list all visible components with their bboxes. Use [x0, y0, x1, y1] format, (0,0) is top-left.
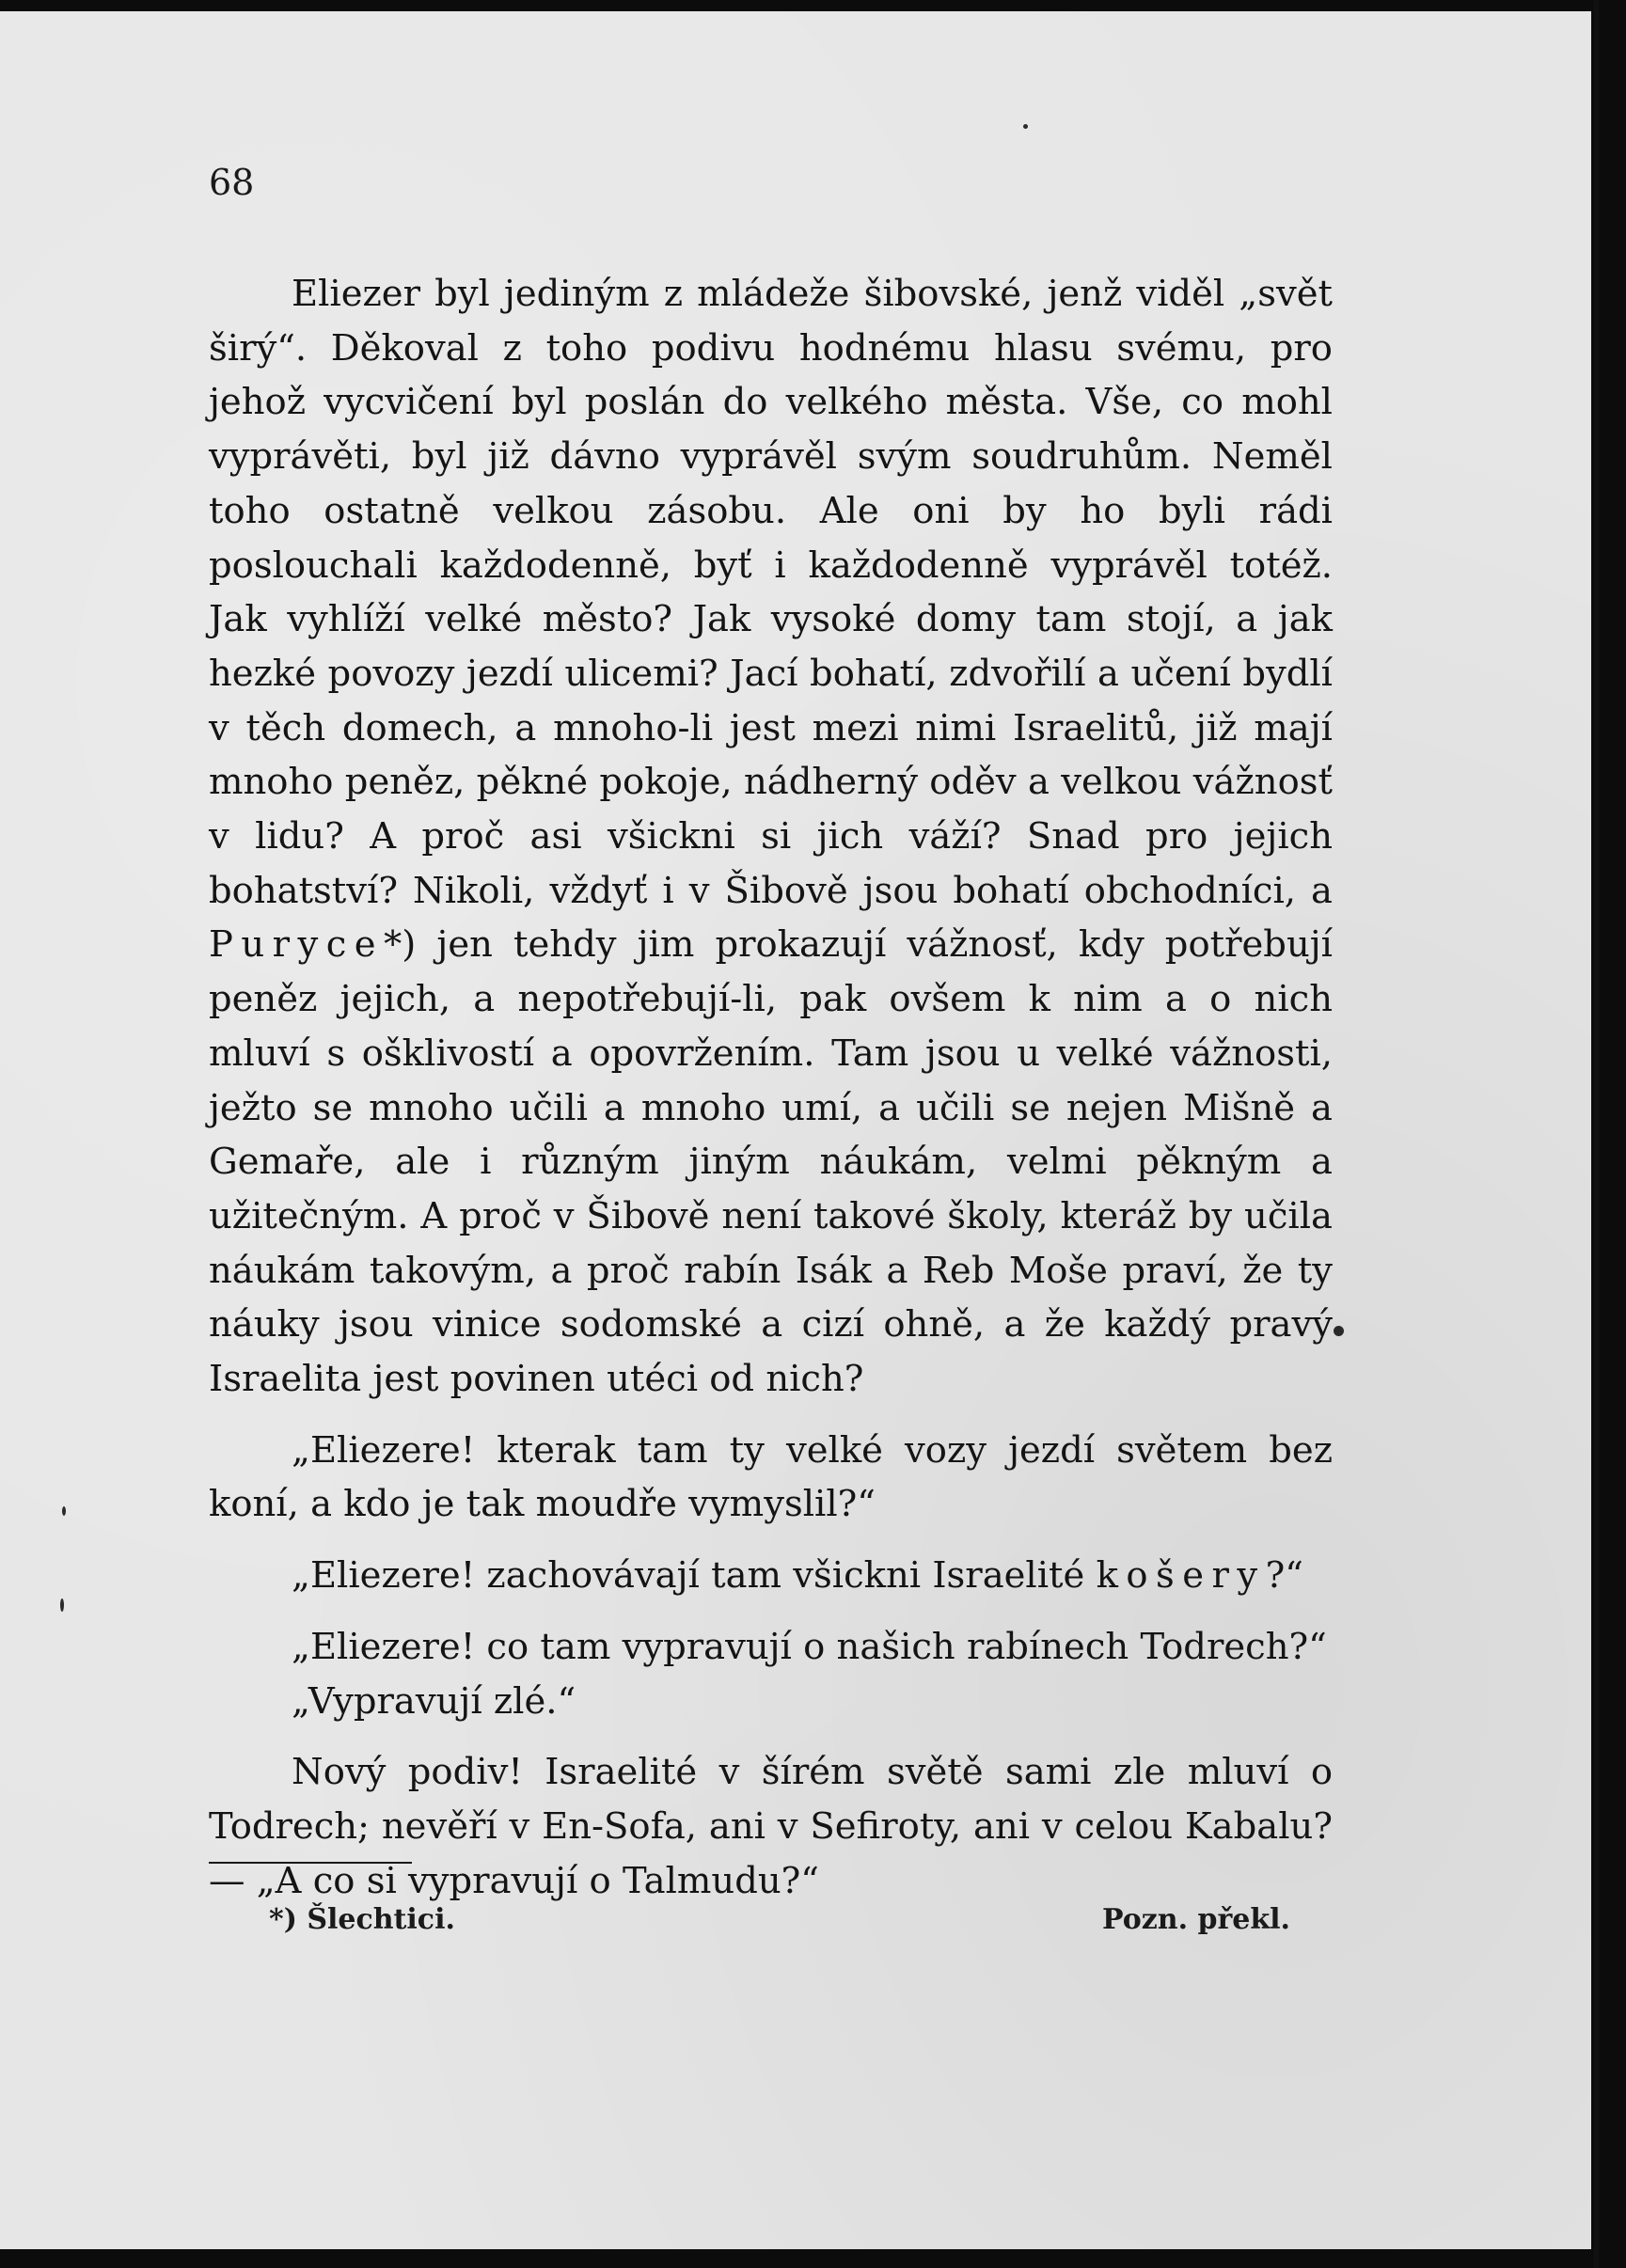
- footnote-credit: Pozn. překl.: [1102, 1903, 1290, 1936]
- paragraph: [209, 267, 1333, 1407]
- footnote-text: *) Šlechtici.: [269, 1903, 455, 1936]
- book-page: [0, 11, 1591, 2249]
- paragraph-text: *) jen tehdy jim prokazují vážnosť, kdy potřebují peněz jejich, a nepotřebují-li, pak ovšem k nim a o nich mluví s ošklivostí a opovržením. Tam jsou u velké vážnosti, ježto se mnoho učili a mnoho umí, a učili se nejen Mišně a Gemaře, ale i různým jiným náukám, velmi pěkným a užitečným. A proč v Šibově není takové školy, kteráž by učila náukám takovým, a proč rabín Isák a Reb Moše praví, že ty náuky jsou vinice sodomské a cizí ohně, a že každý pravý Israelita jest povinen utéci od nich?: [209, 923, 1333, 1401]
- spaced-term: košery: [1096, 1554, 1266, 1598]
- footnote-divider: [209, 1862, 412, 1864]
- paragraph: [209, 1745, 1333, 1908]
- body-text: [209, 267, 1333, 1908]
- paragraph-text: ?“: [1265, 1554, 1303, 1598]
- paragraph: [209, 1675, 1333, 1729]
- scan-border: [1594, 0, 1599, 2268]
- scan-speck: [62, 1506, 66, 1516]
- paragraph-text: Nový podiv! Israelité v šírém světě sami zle mluví o Todrech; nevěří v En-Sofa, ani v Sefiroty, ani v celou Kabalu? — „A co si vypravují o Talmudu?“: [209, 1751, 1333, 1902]
- paragraph-text: „Eliezere! zachovávají tam všickni Israelité: [292, 1554, 1097, 1598]
- paragraph: [209, 1620, 1333, 1675]
- scan-speck: [60, 1599, 64, 1612]
- scan-speck: [1334, 1326, 1344, 1336]
- paragraph-text: „Vypravují zlé.“: [292, 1679, 576, 1723]
- paragraph-text: Eliezer byl jediným z mládeže šibovské, jenž viděl „svět širý“. Děkoval z toho podivu hodnému hlasu svému, pro jehož vycvičení byl poslán do velkého města. Vše, co mohl vyprávěti, byl již dávno vyprávěl svým soudruhům. Neměl toho ostatně velkou zásobu. Ale oni by ho byli rádi poslouchali každodenně, byť i každodenně vyprávěl totéž. Jak vyhlíží velké město? Jak vysoké domy tam stojí, a jak hezké povozy jezdí ulicemi? Jací bohatí, zdvořilí a učení bydlí v těch domech, a mnoho-li jest mezi nimi Israelitů, již mají mnoho peněz, pěkné pokoje, nádherný oděv a velkou vážnosť v lidu? A proč asi všickni si jich váží? Snad pro jejich bohatství? Nikoli, vždyť i v Šibově jsou bohatí obchodníci, a: [209, 273, 1333, 912]
- paragraph: [209, 1424, 1333, 1532]
- scan-speck: [1023, 124, 1028, 129]
- paragraph-text: „Eliezere! kterak tam ty velké vozy jezdí světem bez koní, a kdo je tak moudře vymyslil?“: [209, 1428, 1333, 1526]
- spaced-term: Puryce: [209, 923, 385, 967]
- paragraph-text: „Eliezere! co tam vypravují o našich rabínech Todrech?“: [292, 1625, 1327, 1668]
- paragraph: [209, 1549, 1333, 1603]
- page-number: 68: [209, 162, 255, 203]
